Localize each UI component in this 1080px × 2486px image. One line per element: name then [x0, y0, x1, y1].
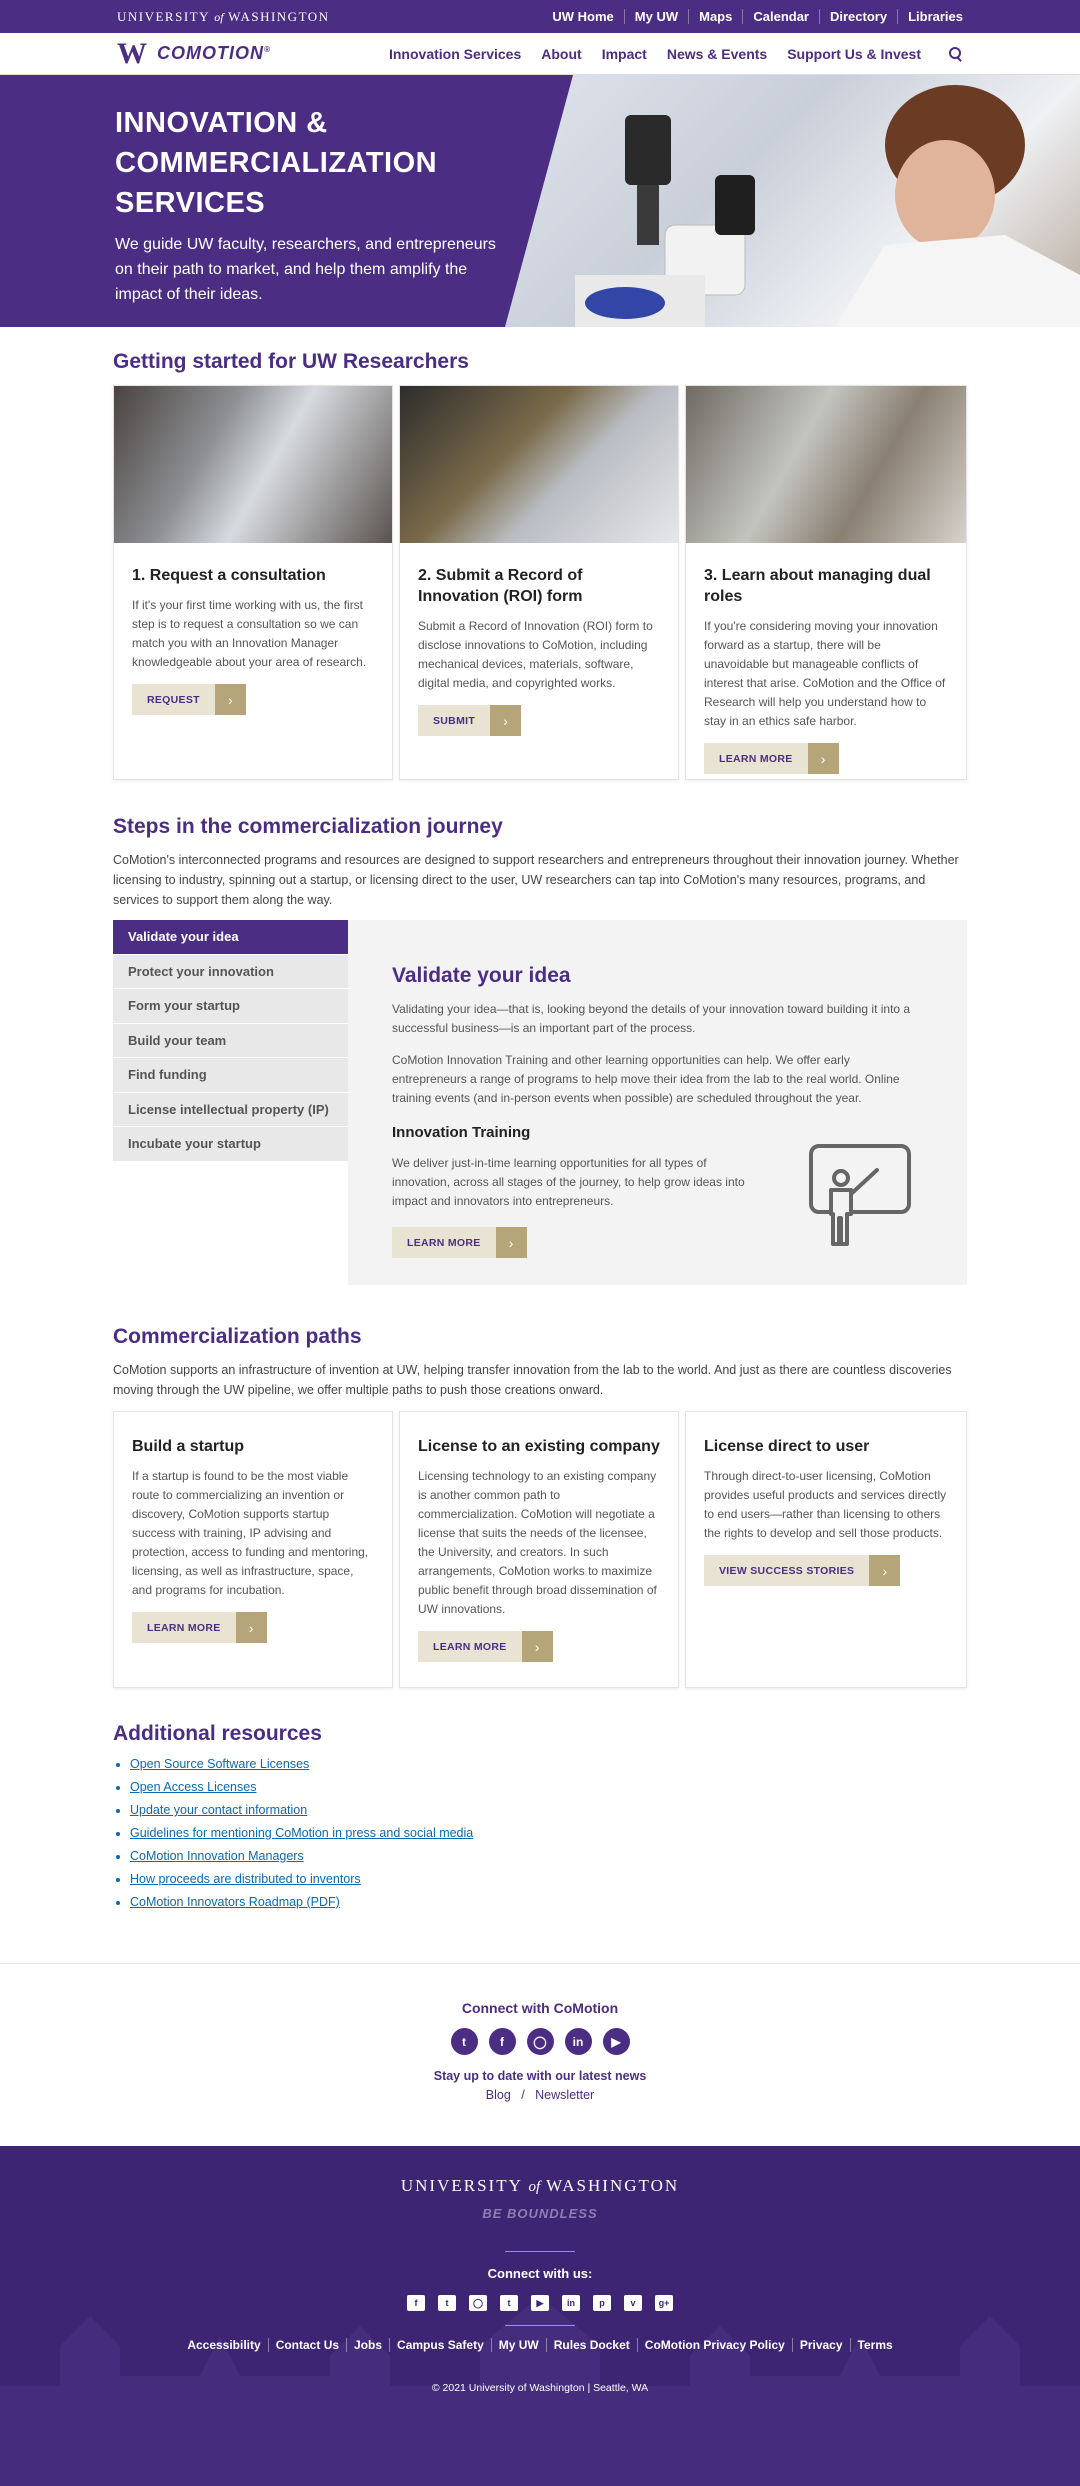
- card-text: Through direct-to-user licensing, CoMotion provides useful products and services directly to end users—rather than licensing to others the rights to develop and sell those products.: [704, 1469, 947, 1540]
- connect-heading: Connect with CoMotion: [461, 2000, 619, 2016]
- card-title: 3. Learn about managing dual roles: [704, 567, 931, 605]
- hero-photo-microscope: [505, 75, 1080, 327]
- chevron-right-icon: ›: [522, 1631, 553, 1662]
- facebook-icon[interactable]: f: [489, 2028, 516, 2055]
- link-my-uw[interactable]: My UW: [491, 2338, 546, 2352]
- main-nav: [0, 33, 1080, 75]
- link-privacy[interactable]: Privacy: [792, 2338, 850, 2352]
- link-contact-us[interactable]: Contact Us: [268, 2338, 346, 2352]
- card-photo: [114, 386, 392, 543]
- link-calendar[interactable]: Calendar: [742, 9, 819, 24]
- link-proceeds-distribution[interactable]: How proceeds are distributed to inventors: [130, 1872, 361, 1886]
- news-heading: Stay up to date with our latest news: [433, 2069, 647, 2083]
- list-item: [130, 1753, 473, 1776]
- journey-tabs: [113, 920, 348, 1162]
- nav-about[interactable]: About: [541, 45, 582, 62]
- submit-button[interactable]: SUBMIT ›: [418, 705, 521, 736]
- divider: [505, 2325, 575, 2326]
- vine-icon[interactable]: v: [624, 2295, 642, 2311]
- social-icons: [0, 2028, 1080, 2055]
- wordmark-text: UNIVERSITY: [117, 8, 210, 24]
- microscope-illustration: [505, 75, 1080, 327]
- chevron-right-icon: ›: [808, 743, 839, 774]
- link-comotion-privacy[interactable]: CoMotion Privacy Policy: [637, 2338, 792, 2352]
- panel-paragraph: We deliver just-in-time learning opportunities for all types of innovation, across all stages of the journey, to help grow ideas into impact and innovators into entrepreneurs.: [392, 1156, 745, 1208]
- linkedin-icon[interactable]: in: [565, 2028, 592, 2055]
- card-title: License to an existing company: [418, 1438, 660, 1455]
- hero-banner: [0, 75, 1080, 327]
- training-presentation-icon: [803, 1140, 913, 1250]
- brand-name: COMOTION®: [157, 43, 271, 63]
- card-photo: [686, 386, 966, 543]
- chevron-right-icon: ›: [215, 684, 246, 715]
- card-build-startup: [113, 1411, 393, 1688]
- card-dual-roles: [685, 385, 967, 780]
- uw-global-links: [542, 9, 963, 24]
- section-heading-resources: Additional resources: [113, 1722, 322, 1745]
- link-press-guidelines[interactable]: Guidelines for mentioning CoMotion in press and social media: [130, 1826, 474, 1840]
- learn-more-button[interactable]: LEARN MORE ›: [418, 1631, 553, 1662]
- link-update-contact[interactable]: Update your contact information: [130, 1803, 308, 1817]
- uw-wordmark[interactable]: [117, 9, 330, 25]
- comotion-logo[interactable]: [117, 36, 271, 70]
- facebook-icon[interactable]: f: [407, 2295, 425, 2311]
- section-heading-journey: Steps in the commercialization journey: [113, 815, 503, 838]
- tab-form-your-startup[interactable]: Form your startup: [113, 989, 348, 1024]
- card-text: If a startup is found to be the most viable route to commercializing an invention or discovery, CoMotion supports startup success with training, IP advising and protection, access to funding and mentoring, licensing, as well as infrastructure, space, and programs for incubation.: [132, 1469, 369, 1597]
- link-uw-home[interactable]: UW Home: [552, 9, 614, 24]
- tab-protect-your-innovation[interactable]: Protect your innovation: [113, 955, 348, 990]
- link-innovation-managers[interactable]: CoMotion Innovation Managers: [130, 1849, 304, 1863]
- footer-uw-wordmark[interactable]: UNIVERSITY of WASHINGTON: [400, 2176, 680, 2195]
- instagram-icon[interactable]: ◯: [469, 2295, 487, 2311]
- tab-incubate-your-startup[interactable]: Incubate your startup: [113, 1127, 348, 1162]
- pinterest-icon[interactable]: p: [593, 2295, 611, 2311]
- chevron-right-icon: ›: [496, 1227, 527, 1258]
- panel-paragraph: CoMotion Innovation Training and other learning opportunities can help. We offer early entrepreneurs a range of programs to help move their idea from the lab to the real world. Online training events (and in-person events when possible) are scheduled throughout the year.: [392, 1053, 900, 1105]
- list-item: [130, 1891, 473, 1914]
- twitter-icon[interactable]: t: [438, 2295, 456, 2311]
- link-open-source-licenses[interactable]: Open Source Software Licenses: [130, 1757, 310, 1771]
- twitter-icon[interactable]: t: [451, 2028, 478, 2055]
- card-title: 1. Request a consultation: [132, 567, 326, 584]
- card-license-direct: [685, 1411, 967, 1688]
- nav-support-invest[interactable]: Support Us & Invest: [787, 45, 921, 62]
- tumblr-icon[interactable]: t: [500, 2295, 518, 2311]
- card-text: If it's your first time working with us, the first step is to request a consultation so we can match you with an Innovation Manager knowledgeable about your area of research.: [132, 598, 367, 669]
- link-accessibility[interactable]: Accessibility: [187, 2338, 261, 2352]
- list-item: [130, 1868, 473, 1891]
- list-item: [130, 1799, 473, 1822]
- panel-title: Validate your idea: [392, 964, 571, 987]
- nav-impact[interactable]: Impact: [601, 45, 647, 62]
- section-heading-paths: Commercialization paths: [113, 1325, 362, 1348]
- card-request-consultation: [113, 385, 393, 780]
- card-text: Licensing technology to an existing company is another common path to commercialization. CoMotion will negotiate a license that suits the needs of the licensee, the University, and creators. In such arrangements, CoMotion works to maximize public benefit through broad dissemination of UW innovations.: [418, 1469, 657, 1616]
- youtube-icon[interactable]: ▶: [603, 2028, 630, 2055]
- panel-subheading: Innovation Training: [392, 1124, 531, 1141]
- learn-more-button[interactable]: LEARN MORE ›: [132, 1612, 267, 1643]
- journey-tab-panel: [348, 920, 967, 1285]
- card-license-existing: [399, 1411, 679, 1688]
- uw-top-bar: [0, 0, 1080, 33]
- paths-intro: CoMotion supports an infrastructure of invention at UW, helping transfer innovation from the lab to the world. And just as there are countless discoveries moving through the UW pipeline, we offer multiple paths to push those creations onward.: [113, 1363, 952, 1397]
- wordmark-text: WASHINGTON: [228, 8, 330, 24]
- hero-subtitle: We guide UW faculty, researchers, and entrepreneurs on their path to market, and help them amplify the impact of their ideas.: [115, 236, 496, 303]
- tab-license-ip[interactable]: License intellectual property (IP): [113, 1093, 348, 1128]
- connect-section: [0, 1963, 1080, 2146]
- footer-connect-label: Connect with us:: [487, 2266, 593, 2281]
- youtube-icon[interactable]: ▶: [531, 2295, 549, 2311]
- instagram-icon[interactable]: ◯: [527, 2028, 554, 2055]
- link-open-access-licenses[interactable]: Open Access Licenses: [130, 1780, 257, 1794]
- nav-innovation-services[interactable]: Innovation Services: [388, 45, 522, 62]
- card-title: Build a startup: [132, 1438, 245, 1455]
- linkedin-icon[interactable]: in: [562, 2295, 580, 2311]
- chevron-right-icon: ›: [236, 1612, 267, 1643]
- hero-title: INNOVATION & COMMERCIALIZATION SERVICES: [115, 107, 438, 219]
- learn-more-button[interactable]: LEARN MORE ›: [704, 743, 839, 774]
- list-item: [130, 1822, 473, 1845]
- divider: [505, 2251, 575, 2252]
- footer-links: [0, 2338, 1080, 2352]
- link-innovators-roadmap[interactable]: CoMotion Innovators Roadmap (PDF): [130, 1895, 340, 1909]
- link-terms[interactable]: Terms: [850, 2338, 900, 2352]
- card-title: License direct to user: [704, 1438, 870, 1455]
- link-directory[interactable]: Directory: [819, 9, 897, 24]
- link-blog[interactable]: Blog: [485, 2088, 511, 2102]
- tab-find-funding[interactable]: Find funding: [113, 1058, 348, 1093]
- link-campus-safety[interactable]: Campus Safety: [389, 2338, 491, 2352]
- tab-build-your-team[interactable]: Build your team: [113, 1024, 348, 1059]
- request-button[interactable]: REQUEST ›: [132, 684, 246, 715]
- link-rules-docket[interactable]: Rules Docket: [546, 2338, 637, 2352]
- link-maps[interactable]: Maps: [688, 9, 742, 24]
- panel-paragraph: Validating your idea—that is, looking beyond the details of your innovation toward building it into a successful business—is an important part of the process.: [392, 1002, 911, 1035]
- card-text: If you're considering moving your innovation forward as a startup, there will be unavoidable but manageable conflicts of interest that arise. CoMotion and the Office of Research will help you understand how to stay in an ethics safe harbor.: [704, 619, 946, 728]
- tab-validate-your-idea[interactable]: Validate your idea: [113, 920, 348, 955]
- card-submit-roi: [399, 385, 679, 780]
- link-jobs[interactable]: Jobs: [346, 2338, 389, 2352]
- link-libraries[interactable]: Libraries: [897, 9, 963, 24]
- separator: /: [521, 2088, 525, 2102]
- uw-w-logo: W: [117, 36, 147, 70]
- chevron-right-icon: ›: [869, 1555, 900, 1586]
- footer-social-icons: [0, 2295, 1080, 2311]
- uw-footer: [0, 2146, 1080, 2486]
- copyright: © 2021 University of Washington | Seattle, WA: [431, 2382, 649, 2394]
- link-my-uw[interactable]: My UW: [624, 9, 688, 24]
- card-title: 2. Submit a Record of Innovation (ROI) form: [418, 567, 583, 605]
- card-text: Submit a Record of Innovation (ROI) form to disclose innovations to CoMotion, including mechanical devices, materials, software, digital media, and copyrighted works.: [418, 619, 653, 690]
- resources-list: [130, 1753, 473, 1914]
- link-newsletter[interactable]: Newsletter: [535, 2088, 595, 2102]
- search-icon[interactable]: [947, 46, 963, 62]
- card-photo: [400, 386, 678, 543]
- footer-tagline: BE BOUNDLESS: [482, 2206, 598, 2221]
- list-item: [130, 1776, 473, 1799]
- news-links: [0, 2088, 1080, 2102]
- nav-news-events[interactable]: News & Events: [666, 45, 768, 62]
- view-success-stories-button[interactable]: VIEW SUCCESS STORIES ›: [704, 1555, 900, 1586]
- section-heading-getting-started: Getting started for UW Researchers: [113, 350, 469, 373]
- journey-intro: CoMotion's interconnected programs and resources are designed to support researchers and entrepreneurs throughout their innovation journey. Whether licensing to industry, spinning out a startup, or licensing direct to the user, UW researchers can tap into CoMotion's many resources, programs, and services to support them along the way.: [113, 853, 959, 907]
- list-item: [130, 1845, 473, 1868]
- learn-more-button[interactable]: LEARN MORE ›: [392, 1227, 527, 1258]
- google-plus-icon[interactable]: g+: [655, 2295, 673, 2311]
- chevron-right-icon: ›: [490, 705, 521, 736]
- nav-items: [389, 46, 963, 62]
- wordmark-of: of: [214, 9, 224, 24]
